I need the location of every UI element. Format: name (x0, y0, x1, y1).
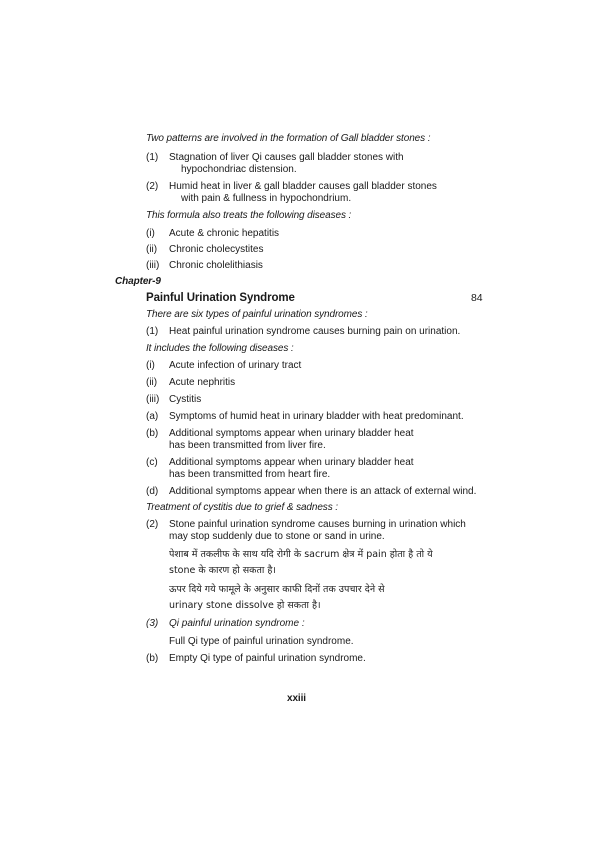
page-reference: 84 (471, 292, 483, 304)
list-text-cont: hypochondriac distension. (181, 164, 297, 175)
list-text: Empty Qi type of painful urination syndrome. (169, 653, 366, 664)
list-number: (ii) (146, 377, 158, 388)
hindi-note-line: urinary stone dissolve हो सकता है। (169, 600, 321, 611)
list-text: Additional symptoms appear when urinary bladder heat (169, 457, 414, 468)
gall-intro: Two patterns are involved in the formation of Gall bladder stones : (146, 133, 431, 144)
section-title: Painful Urination Syndrome (146, 292, 295, 304)
list-text: Qi painful urination syndrome : (169, 618, 305, 629)
list-text: Symptoms of humid heat in urinary bladder with heat predominant. (169, 411, 464, 422)
list-number: (a) (146, 411, 159, 422)
six-types-intro: There are six types of painful urination syndromes : (146, 309, 368, 320)
list-text-cont: may stop suddenly due to stone or sand in urine. (169, 531, 385, 542)
full-qi-text: Full Qi type of painful urination syndrome. (169, 636, 354, 647)
includes-intro: It includes the following diseases : (146, 343, 294, 354)
list-text: Acute infection of urinary tract (169, 360, 302, 371)
page-number: xxiii (287, 693, 306, 704)
list-number: (d) (146, 486, 159, 497)
list-number: (2) (146, 181, 159, 192)
list-number: (c) (146, 457, 158, 468)
chapter-label: Chapter-9 (115, 276, 161, 287)
list-number: (i) (146, 360, 155, 371)
also-treats: This formula also treats the following diseases : (146, 210, 352, 221)
cystitis-heading: Treatment of cystitis due to grief & sadness : (146, 502, 338, 513)
list-text: Stagnation of liver Qi causes gall bladder stones with (169, 152, 404, 163)
list-text: Heat painful urination syndrome causes burning pain on urination. (169, 326, 461, 337)
list-text: Chronic cholecystites (169, 244, 264, 255)
list-number: (i) (146, 228, 155, 239)
list-text: Additional symptoms appear when urinary bladder heat (169, 428, 414, 439)
list-text-cont: with pain & fullness in hypochondrium. (181, 193, 352, 204)
list-number: (iii) (146, 260, 160, 271)
list-text-cont: has been transmitted from heart fire. (169, 469, 331, 480)
hindi-note-line: पेशाब में तकलीफ के साथ यदि रोगी के sacrum क्षेत्र में pain होता है तो ये (169, 549, 433, 560)
list-number: (b) (146, 428, 159, 439)
list-number: (b) (146, 653, 159, 664)
list-text: Additional symptoms appear when there is an attack of external wind. (169, 486, 477, 497)
list-number: (2) (146, 519, 159, 530)
list-number: (ii) (146, 244, 158, 255)
list-number: (iii) (146, 394, 160, 405)
list-number: (1) (146, 152, 159, 163)
list-text-cont: has been transmitted from liver fire. (169, 440, 326, 451)
hindi-note-line: ऊपर दिये गये फामूले के अनुसार काफी दिनों तक उपचार देने से (169, 584, 385, 595)
list-text: Stone painful urination syndrome causes burning in urination which (169, 519, 466, 530)
list-number: (3) (146, 618, 159, 629)
list-text: Acute nephritis (169, 377, 236, 388)
list-text: Chronic cholelithiasis (169, 260, 263, 271)
list-text: Acute & chronic hepatitis (169, 228, 280, 239)
list-number: (1) (146, 326, 159, 337)
hindi-note-line: stone के कारण हो सकता है। (169, 565, 277, 576)
list-text: Humid heat in liver & gall bladder causes gall bladder stones (169, 181, 437, 192)
list-text: Cystitis (169, 394, 202, 405)
